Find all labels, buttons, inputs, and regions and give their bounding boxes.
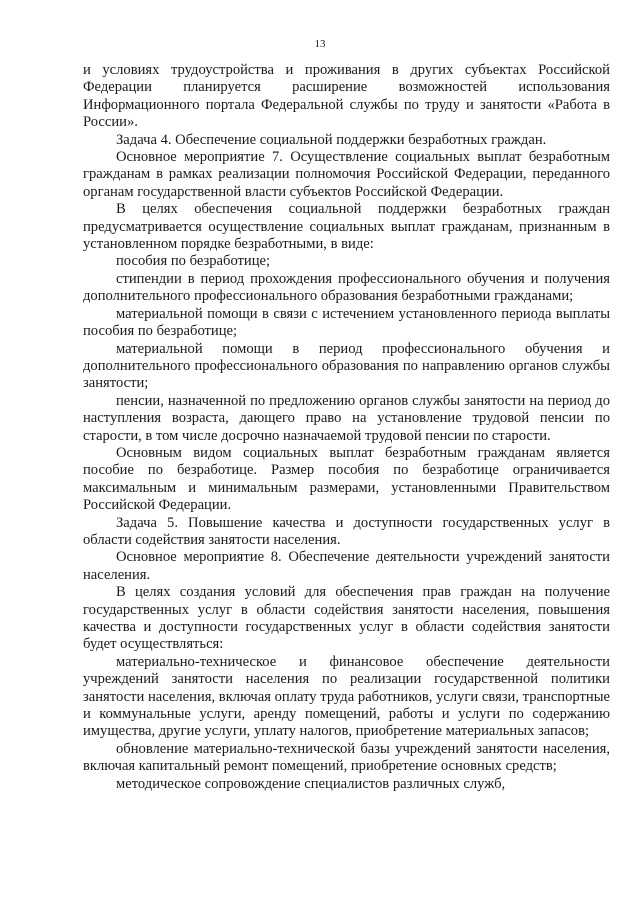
list-item: материальной помощи в период профессионального обучения и дополнительного профессионального образования по направлению органов службы занятости;: [83, 340, 610, 392]
paragraph: В целях обеспечения социальной поддержки безработных граждан предусматривается осуществление социальных выплат гражданам, признанным в установленном порядке безработными, в виде:: [83, 201, 610, 253]
list-item: материально-техническое и финансовое обеспечение деятельности учреждений занятости населения по реализации государственной политики занятости населения, включая оплату труда работников, услуги связи, транспортные и коммунальные услуги, аренду помещений, работы и услуги по содержанию имущества, другие услуги, уплату налогов, приобретение материальных запасов;: [83, 653, 610, 740]
list-item: методическое сопровождение специалистов различных служб,: [116, 775, 506, 792]
list-item: пособия по безработице;: [116, 253, 271, 270]
list-item: материальной помощи в связи с истечением установленного периода выплаты пособия по безработице;: [83, 305, 610, 340]
task-4-heading: Задача 4. Обеспечение социальной поддержки безработных граждан.: [116, 131, 547, 148]
list-item: обновление материально-технической базы учреждений занятости населения, включая капитальный ремонт помещений, приобретение основных средств;: [83, 740, 610, 775]
page-number: 13: [314, 38, 326, 50]
paragraph: В целях создания условий для обеспечения прав граждан на получение государственных услуг в области содействия занятости населения, повышения качества и доступности государственных услуг в области содействия занятости будет осуществляться:: [83, 584, 610, 653]
paragraph-continuation: и условиях трудоустройства и проживания в других субъектах Российской Федерации планируется расширение возможностей использования Информационного портала Федеральной службы по труду и занятости «Работа в России».: [83, 62, 610, 131]
main-measure-7: Основное мероприятие 7. Осуществление социальных выплат безработным гражданам в рамках реализации полномочия Российской Федерации, переданного органам государственной власти субъектов Российской Федерации.: [83, 149, 610, 200]
list-item: пенсии, назначенной по предложению органов службы занятости на период до наступления возраста, дающего право на установление трудовой пенсии по старости, в том числе досрочно назначаемой трудовой пенсии по старости.: [83, 392, 610, 444]
document-body: [83, 62, 610, 793]
main-measure-8: Основное мероприятие 8. Обеспечение деятельности учреждений занятости населения.: [83, 549, 610, 583]
task-5-heading: Задача 5. Повышение качества и доступности государственных услуг в области содействия занятости населения.: [83, 514, 610, 548]
paragraph: Основным видом социальных выплат безработным гражданам является пособие по безработице. Размер пособия по безработице ограничивается максимальным и минимальным размерами, установленными Правительством Российской Федерации.: [83, 444, 610, 514]
list-item: стипендии в период прохождения профессионального обучения и получения дополнительного профессионального образования безработными гражданами;: [83, 270, 610, 305]
